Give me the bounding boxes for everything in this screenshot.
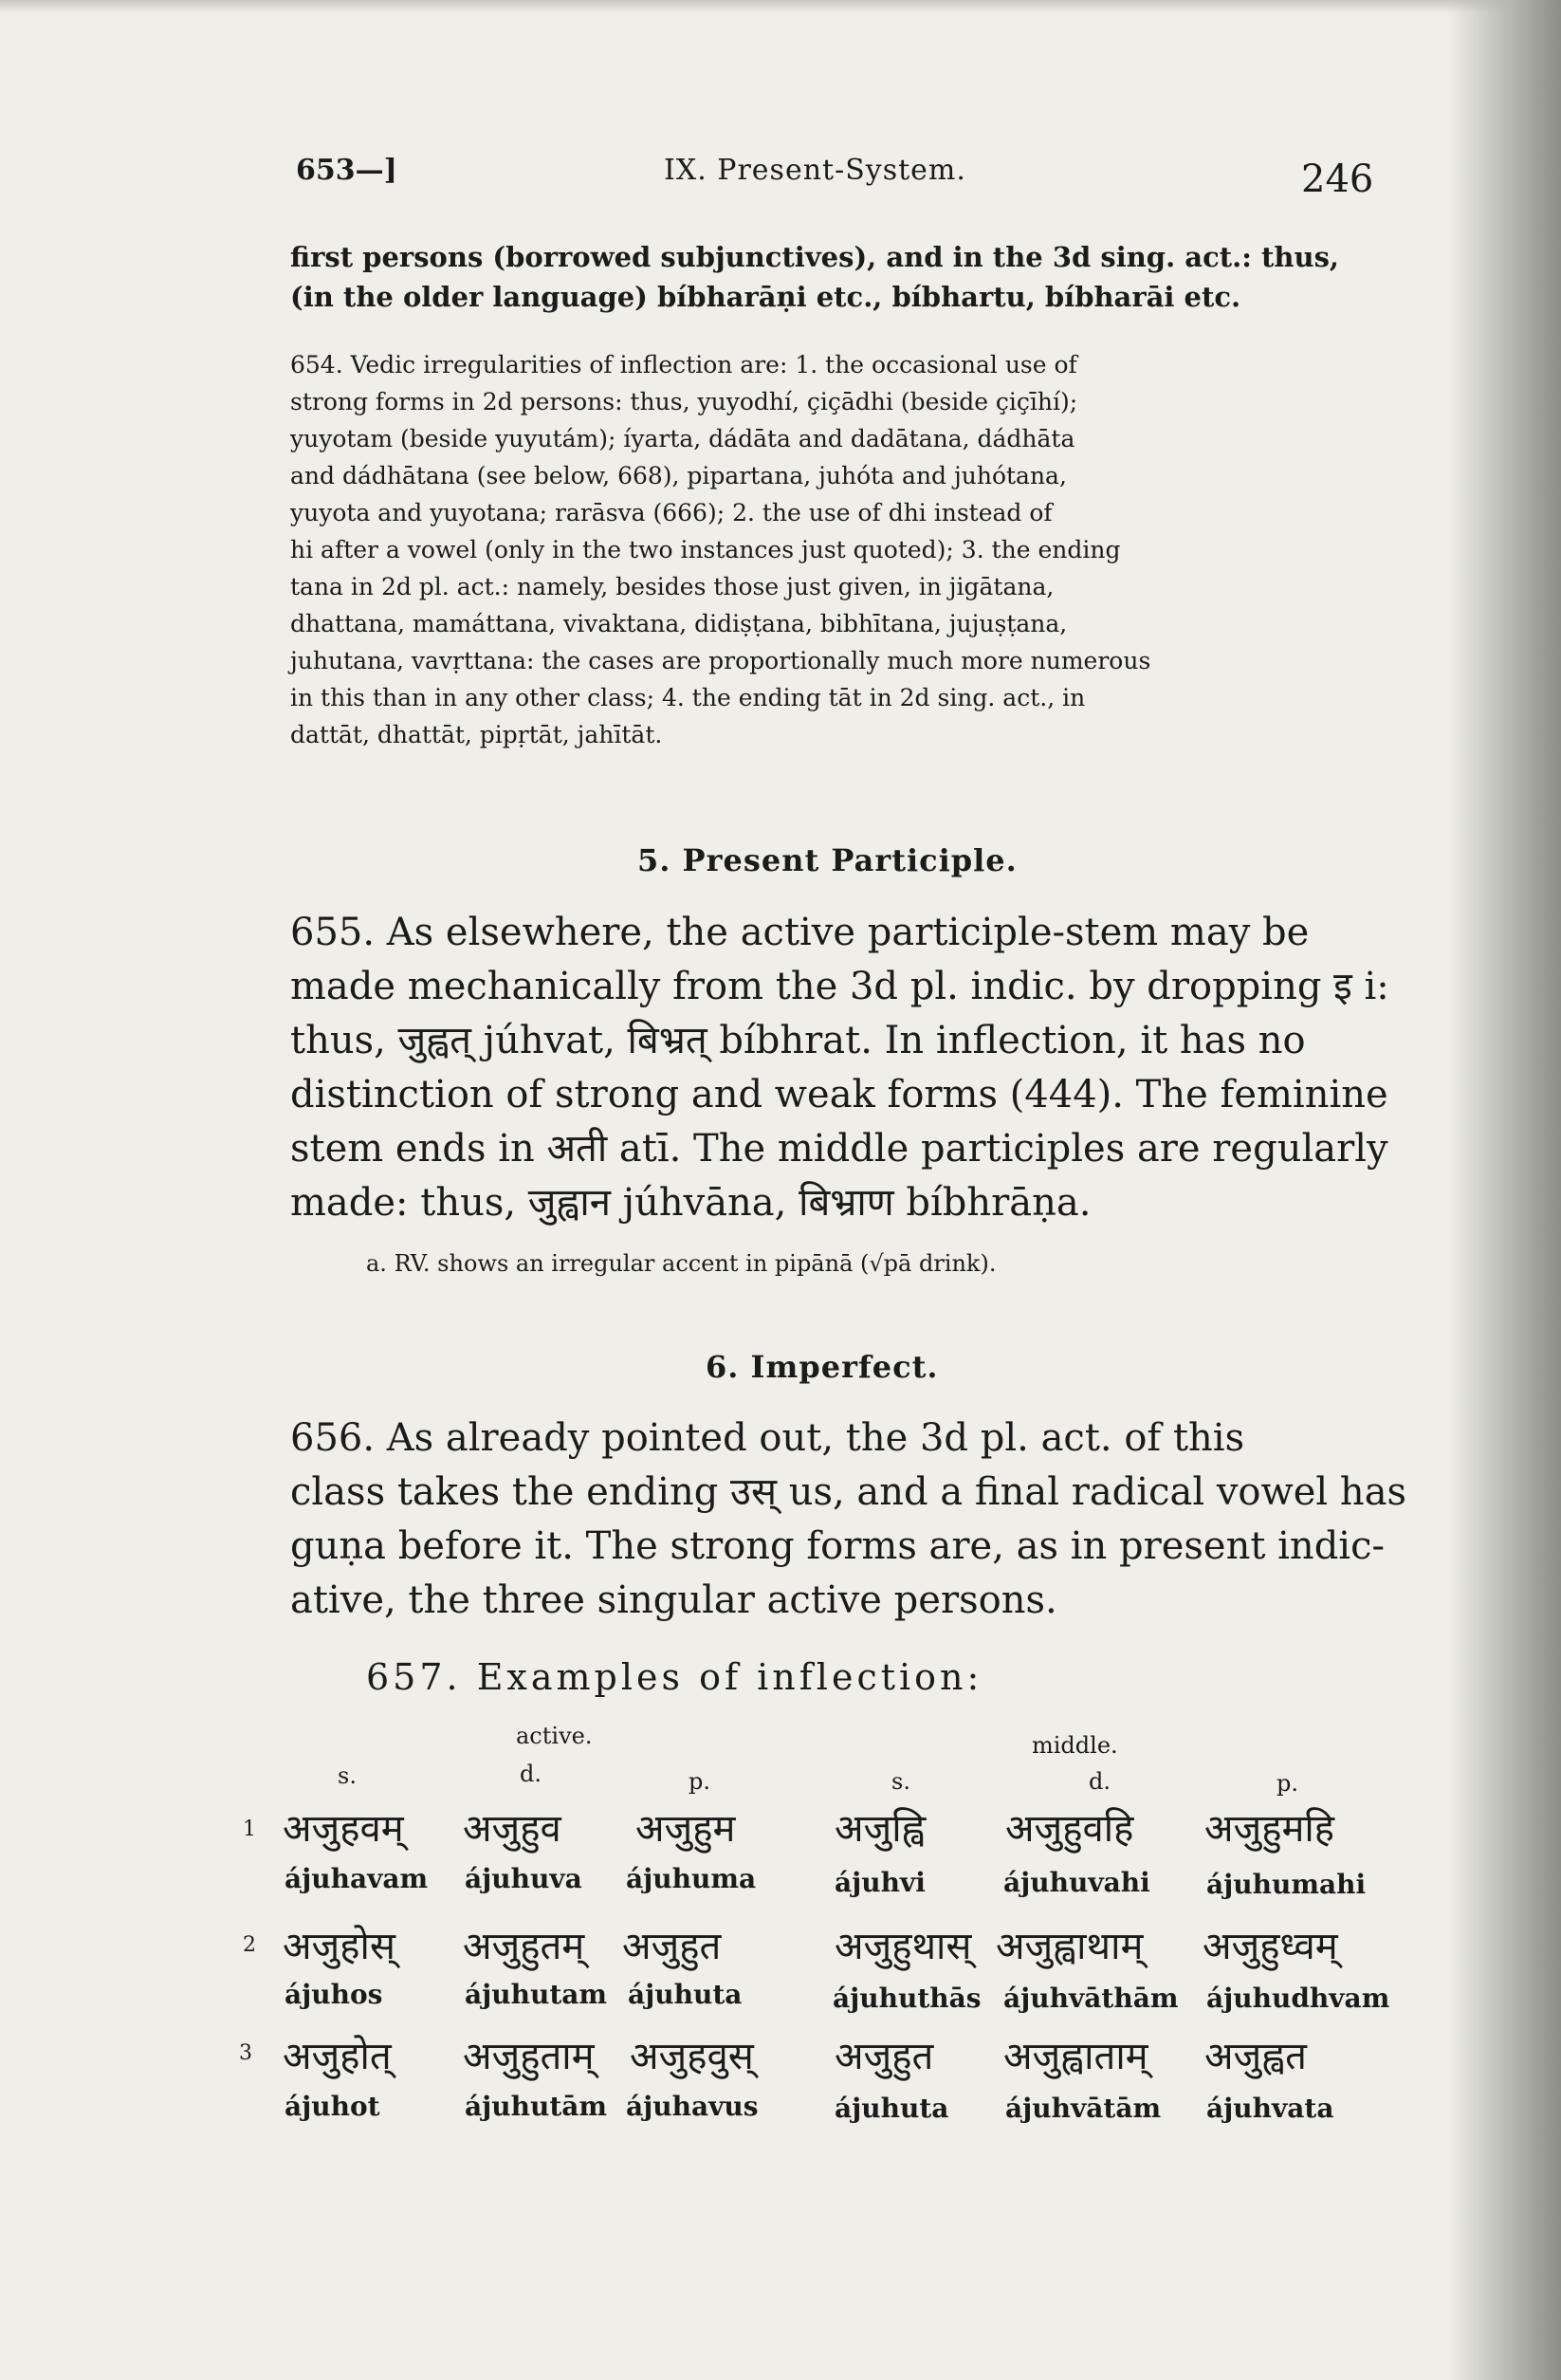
- para-655-line: distinction of strong and weak forms (444). The feminine: [290, 1073, 1388, 1116]
- table-cell-devanagari: अजुहवम्: [283, 1807, 404, 1851]
- para-656-line: 656. As already pointed out, the 3d pl. act. of this: [290, 1416, 1245, 1460]
- para-654-line: strong forms in 2d persons: thus, yuyodhí, çiçādhi (beside çiçīhí);: [290, 388, 1078, 415]
- table-number-label: d.: [520, 1761, 542, 1787]
- table-cell-devanagari: अजुहुध्वम्: [1203, 1925, 1338, 1968]
- table-number-label: s.: [338, 1762, 357, 1789]
- table-cell-roman: ájuhvāthām: [1003, 1983, 1179, 2014]
- table-cell-roman: ájuhutam: [465, 1979, 608, 2010]
- para-654-line: dattāt, dhattāt, pipṛtāt, jahītāt.: [290, 721, 663, 748]
- table-cell-devanagari: अजुह्वि: [835, 1807, 926, 1851]
- para-655-line: made mechanically from the 3d pl. indic. by dropping इ i:: [290, 965, 1389, 1008]
- table-cell-devanagari: अजुहुमहि: [1204, 1807, 1334, 1851]
- table-cell-devanagari: अजुहुत: [835, 2035, 934, 2078]
- intro-line: (in the older language) bíbharāṇi etc., bíbhartu, bíbharāi etc.: [290, 281, 1241, 313]
- para-654-line: juhutana, vavṛttana: the cases are proportionally much more numerous: [290, 647, 1151, 674]
- table-cell-devanagari: अजुहोत्: [283, 2035, 392, 2078]
- para-654-line: and dádhātana (see below, 668), pipartana, juhóta and juhótana,: [290, 462, 1067, 489]
- table-cell-devanagari: अजुहुताम्: [463, 2035, 595, 2078]
- table-cell-devanagari: अजुह्वाताम्: [1003, 2035, 1148, 2078]
- table-cell-devanagari: अजुहुम: [635, 1807, 736, 1851]
- table-cell-devanagari: अजुहोस्: [283, 1925, 395, 1968]
- table-cell-devanagari: अजुह्वाथाम्: [996, 1925, 1144, 1968]
- table-cell-devanagari: अजुहुवहि: [1005, 1807, 1134, 1851]
- table-cell-devanagari: अजुहुतम्: [463, 1925, 585, 1968]
- para-656-line: guṇa before it. The strong forms are, as in present indic-: [290, 1524, 1386, 1568]
- table-row-number: 2: [243, 1933, 256, 1957]
- running-title: IX. Present-System.: [664, 154, 966, 187]
- para-654-line: yuyota and yuyotana; rarāsva (666); 2. the use of dhi instead of: [290, 499, 1053, 526]
- para-655-line: 655. As elsewhere, the active participle-stem may be: [290, 911, 1310, 954]
- table-cell-roman: ájuhvata: [1206, 2093, 1334, 2124]
- table-cell-roman: ájuhos: [285, 1979, 383, 2010]
- table-number-label: p.: [689, 1768, 710, 1795]
- para-654-line: in this than in any other class; 4. the ending tāt in 2d sing. act., in: [290, 684, 1086, 711]
- para-657-heading: 657. Examples of inflection:: [366, 1656, 983, 1698]
- section-heading-imperfect: 6. Imperfect.: [706, 1349, 939, 1385]
- table-cell-roman: ájuhavam: [285, 1863, 429, 1894]
- table-cell-roman: ájuhudhvam: [1206, 1983, 1390, 2014]
- para-655-line: stem ends in अती atī. The middle participles are regularly: [290, 1127, 1388, 1171]
- table-cell-devanagari: अजुहवुस्: [630, 2035, 754, 2078]
- table-cell-roman: ájuhvātām: [1005, 2093, 1162, 2124]
- table-cell-roman: ájuhuta: [628, 1979, 743, 2010]
- table-cell-roman: ájuhuva: [465, 1863, 582, 1894]
- table-cell-roman: ájuhvi: [835, 1867, 926, 1898]
- table-cell-devanagari: अजुह्वत: [1204, 2035, 1307, 2078]
- para-655-line: thus, जुह्वत् júhvat, बिभ्रत् bíbhrat. In inflection, it has no: [290, 1019, 1306, 1062]
- table-cell-roman: ájuhavus: [626, 2091, 759, 2122]
- section-heading-present-participle: 5. Present Participle.: [637, 842, 1018, 878]
- table-cell-devanagari: अजुहुथास्: [835, 1925, 972, 1968]
- para-656-line: ative, the three singular active persons.: [290, 1578, 1057, 1622]
- table-cell-roman: ájuhot: [285, 2091, 380, 2122]
- table-cell-roman: ájuhuma: [626, 1863, 757, 1894]
- table-row-number: 1: [243, 1817, 256, 1841]
- para-656-line: class takes the ending उस् us, and a final radical vowel has: [290, 1470, 1407, 1514]
- intro-line: first persons (borrowed subjunctives), and in the 3d sing. act.: thus,: [290, 241, 1340, 273]
- table-row-number: 3: [239, 2041, 252, 2065]
- para-654-line: hi after a vowel (only in the two instances just quoted); 3. the ending: [290, 536, 1121, 563]
- table-cell-devanagari: अजुहुव: [463, 1807, 561, 1851]
- para-654-line: tana in 2d pl. act.: namely, besides those just given, in jigātana,: [290, 573, 1055, 600]
- para-655-line: made: thus, जुह्वान júhvāna, बिभ्राण bíbhrāṇa.: [290, 1181, 1092, 1225]
- note-655a: a. RV. shows an irregular accent in pipānā (√pā drink).: [366, 1250, 997, 1277]
- para-654-line: dhattana, mamáttana, vivaktana, didiṣṭana, bibhītana, jujuṣṭana,: [290, 610, 1068, 637]
- table-cell-roman: ájuhuvahi: [1003, 1867, 1150, 1898]
- table-number-label: s.: [891, 1768, 910, 1795]
- table-voice-middle: middle.: [1032, 1732, 1118, 1759]
- table-voice-active: active.: [516, 1723, 593, 1749]
- table-cell-roman: ájuhuthās: [833, 1983, 982, 2014]
- para-654-line: yuyotam (beside yuyutám); íyarta, dádāta and dadātana, dádhāta: [290, 425, 1075, 452]
- table-cell-devanagari: अजुहुत: [622, 1925, 722, 1968]
- table-cell-roman: ájuhutām: [465, 2091, 608, 2122]
- page-number: 246: [1301, 157, 1374, 201]
- table-number-label: p.: [1276, 1770, 1298, 1797]
- para-654-line: 654. Vedic irregularities of inflection are: 1. the occasional use of: [290, 351, 1077, 378]
- header-section-ref: 653—]: [296, 154, 397, 187]
- table-cell-roman: ájuhumahi: [1206, 1869, 1367, 1900]
- table-cell-roman: ájuhuta: [835, 2093, 949, 2124]
- table-number-label: d.: [1089, 1768, 1111, 1795]
